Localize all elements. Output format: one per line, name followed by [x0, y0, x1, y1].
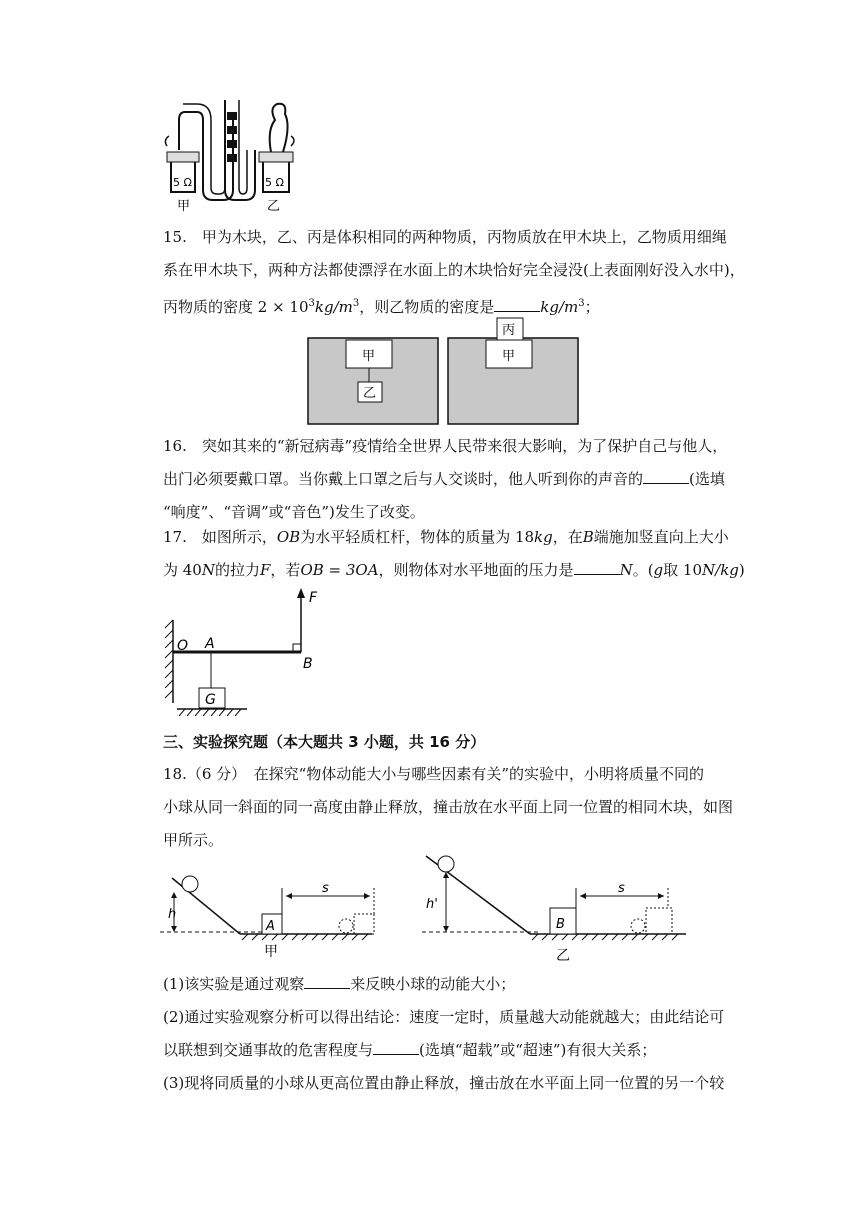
q18-blank2[interactable] — [373, 1040, 419, 1055]
label-s1: s — [322, 881, 329, 896]
right-resistor-label: 5 Ω — [265, 176, 284, 189]
q18-sub2: (2)通过实验观察分析可以得出结论：速度一定时，质量越大动能就越大；由此结论可 — [163, 1008, 725, 1026]
q18-sub1: (1)该实验是通过观察 来反映小球的动能大小； — [163, 975, 516, 993]
q18-blank1[interactable] — [304, 974, 350, 989]
label-h: h — [168, 907, 177, 922]
block-jia-left: 甲 — [362, 349, 376, 364]
label-hprime: h' — [426, 897, 438, 912]
label-s2: s — [618, 881, 625, 896]
section-heading: 三、实验探究题（本大题共 3 小题，共 16 分） — [163, 733, 486, 751]
label-B: B — [303, 656, 313, 672]
q16-answer-blank[interactable] — [643, 469, 689, 484]
label-A: A — [205, 636, 215, 652]
label-yi18: 乙 — [556, 948, 570, 964]
label-O: O — [177, 638, 189, 654]
q15-answer-blank[interactable] — [494, 297, 540, 312]
label-yi: 乙 — [267, 199, 281, 214]
q18-line3: 甲所示。 — [163, 831, 224, 849]
q15-line3: 丙物质的密度 $2 \times 10^3kg/m^3$，则乙物质的密度是 $kg/m^3$； — [163, 298, 600, 316]
label-F: F — [309, 590, 318, 606]
q15-line2: 系在甲木块下，两种方法都使漂浮在水面上的木块恰好完全浸没(上表面刚好没入水中)， — [163, 261, 745, 279]
kinetic-energy-experiment-figure — [160, 852, 690, 964]
q17-line2: 为 40N的拉力F，若OB = 3OA，则物体对水平地面的压力是 N。(g取 10N/kg) — [163, 561, 745, 579]
block-jia-right: 甲 — [502, 349, 516, 364]
label-A18: A — [266, 919, 275, 934]
block-yi: 乙 — [363, 386, 377, 401]
label-G: G — [205, 692, 216, 708]
q18-sub2b: 以联想到交通事故的危害程度与 (选填“超载”或“超速”)有很大关系； — [163, 1041, 657, 1059]
q18-line1: 18.（6 分） 在探究“物体动能大小与哪些因素有关”的实验中，小明将质量不同的 — [163, 765, 705, 783]
lever-figure — [163, 588, 333, 718]
q16-line3: “响度”、“音调”或“音色”)发生了改变。 — [163, 503, 425, 521]
joule-heating-apparatus-figure — [163, 100, 298, 215]
q16-line1: 16. 突如其来的“新冠病毒”疫情给全世界人民带来很大影响，为了保护自己与他人， — [163, 437, 728, 455]
label-jia: 甲 — [177, 199, 191, 214]
q15-line1: 15. 甲为木块，乙、丙是体积相同的两种物质，丙物质放在甲木块上，乙物质用细绳 — [163, 228, 727, 246]
q18-sub3: (3)现将同质量的小球从更高位置由静止释放，撞击放在水平面上同一位置的另一个较 — [163, 1074, 725, 1092]
floating-block-figure — [306, 316, 581, 426]
q17-line1: 17. 如图所示，OB为水平轻质杠杆，物体的质量为 18kg，在B端施加竖直向上大小 — [163, 528, 729, 546]
block-bing: 丙 — [502, 323, 516, 338]
label-jia18: 甲 — [264, 944, 278, 960]
left-resistor-label: 5 Ω — [173, 176, 192, 189]
q18-line2: 小球从同一斜面的同一高度由静止释放，撞击放在水平面上同一位置的相同木块，如图 — [163, 798, 734, 816]
q16-line2: 出门必须要戴口罩。当你戴上口罩之后与人交谈时，他人听到你的声音的 (选填 — [163, 470, 725, 488]
label-B18: B — [556, 917, 565, 932]
q17-answer-blank[interactable] — [574, 560, 620, 575]
